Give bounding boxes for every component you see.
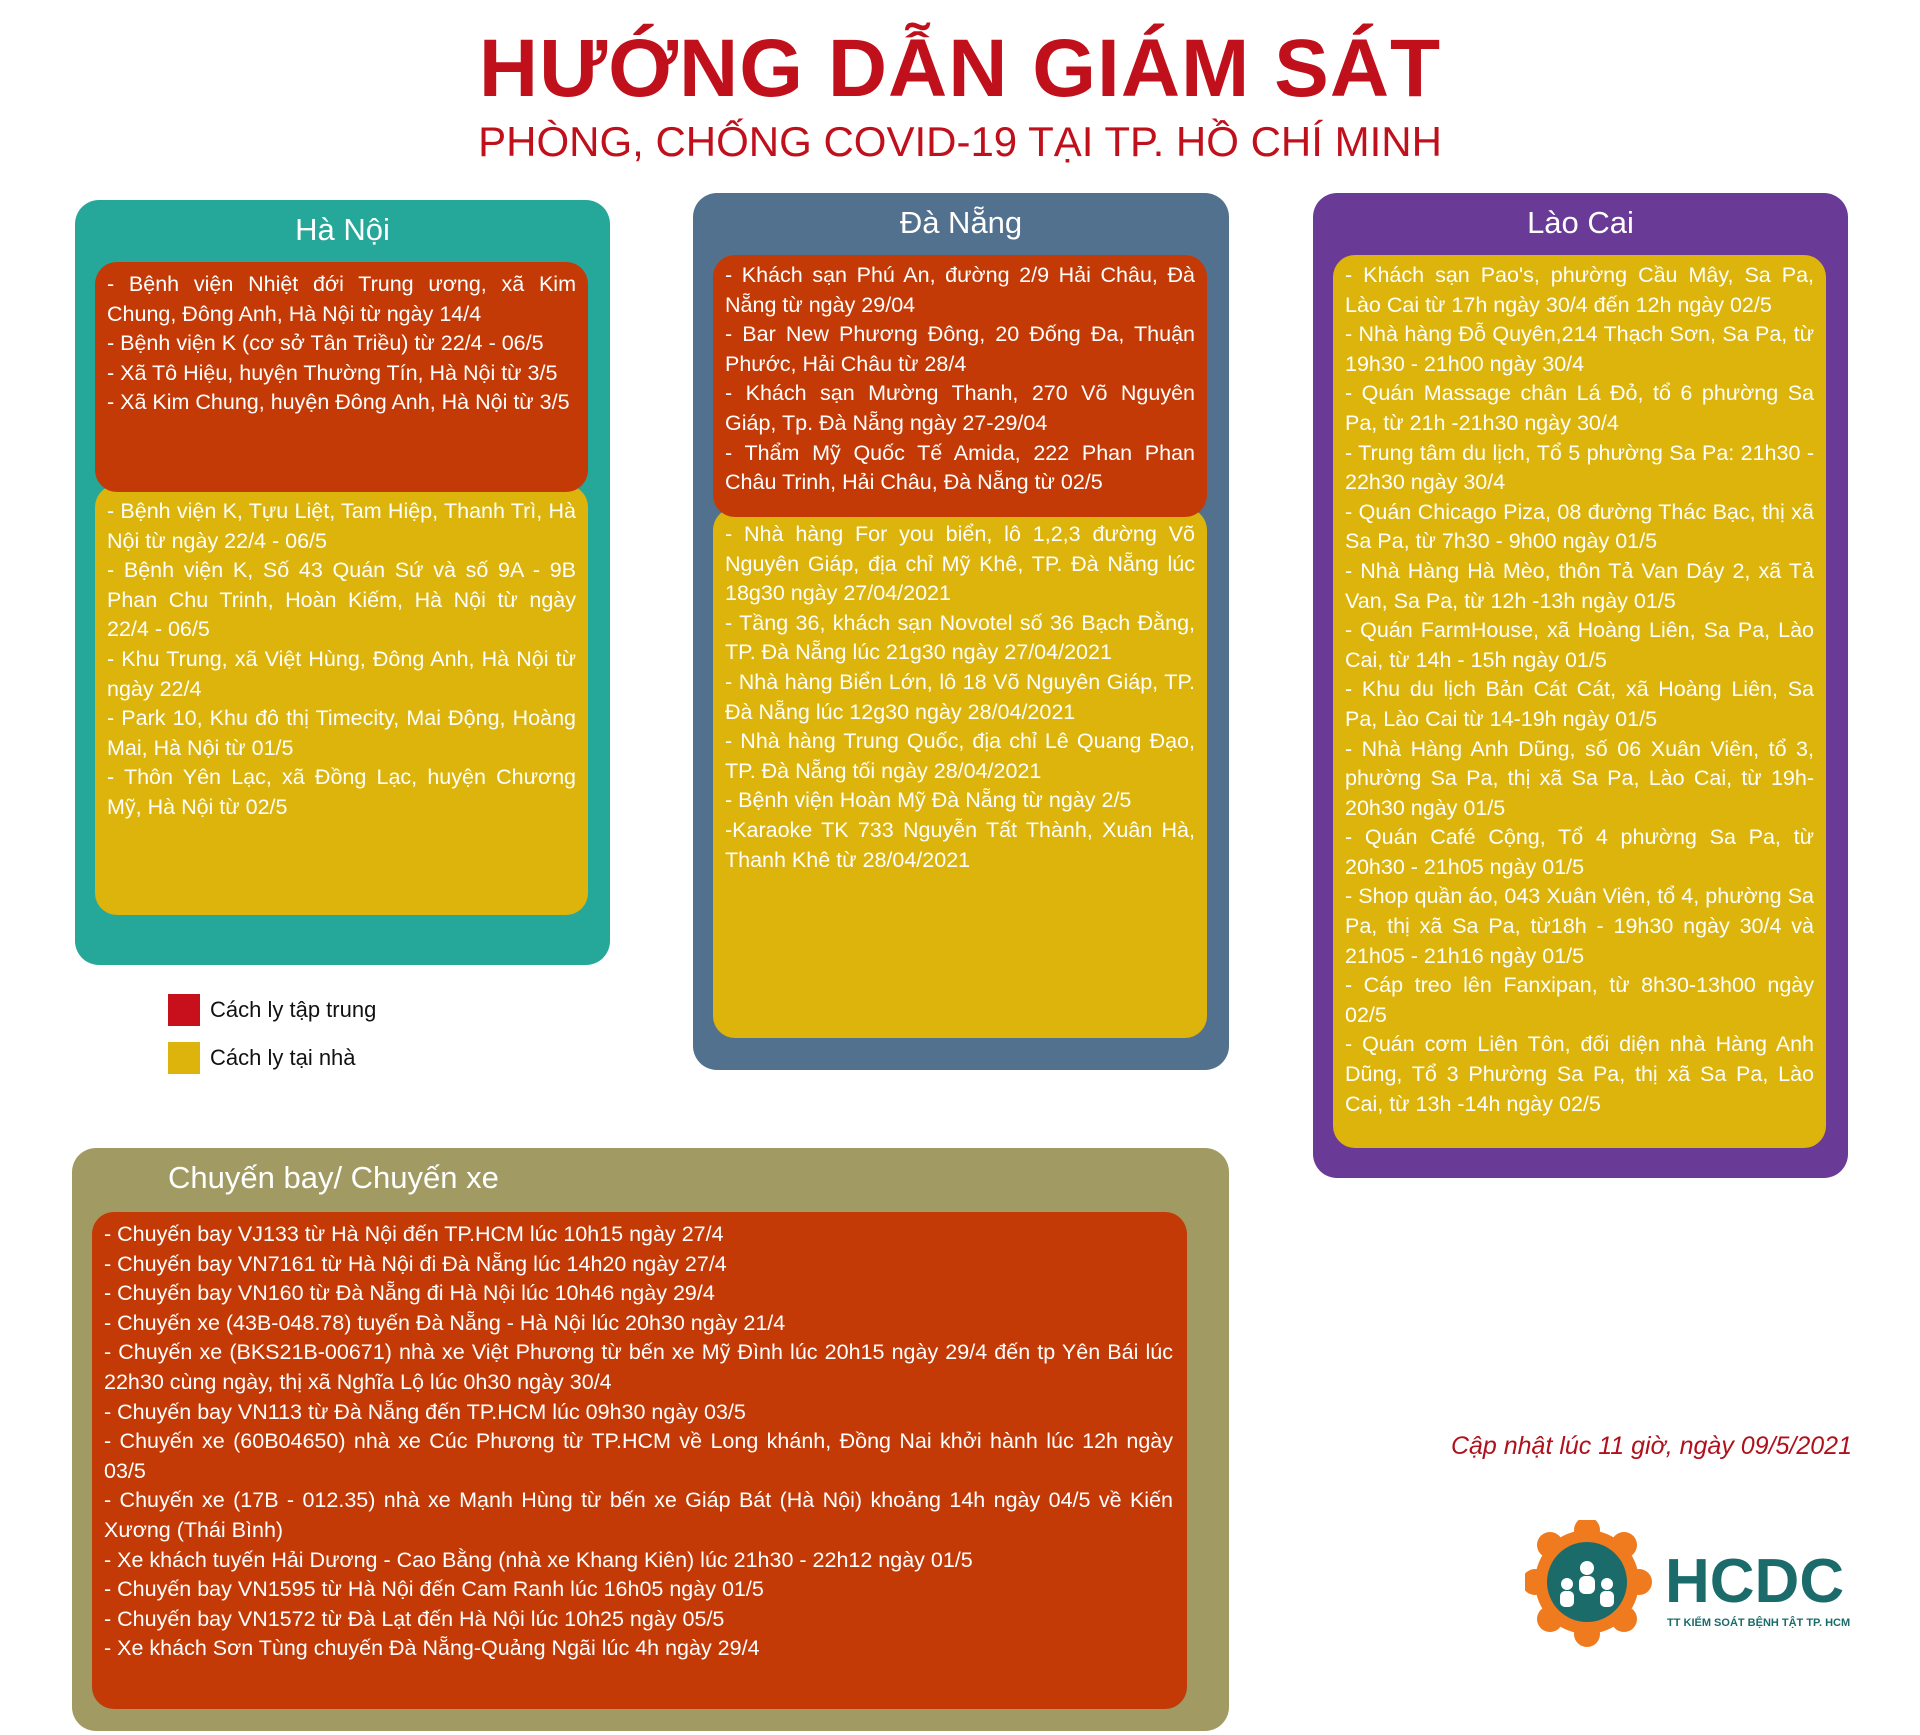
list-item: - Nhà hàng Đỗ Quyên,214 Thạch Sơn, Sa Pa, từ 19h30 - 21h00 ngày 30/4 bbox=[1345, 322, 1814, 376]
list-item: - Khách sạn Mường Thanh, 270 Võ Nguyên Giáp, Tp. Đà Nẵng ngày 27-29/04 bbox=[725, 381, 1195, 435]
list-item: - Quán Massage chân Lá Đỏ, tổ 6 phường Sa Pa, từ 21h -21h30 ngày 30/4 bbox=[1345, 381, 1814, 435]
list-item: - Thôn Yên Lạc, xã Đồng Lạc, huyện Chương Mỹ, Hà Nội từ 02/5 bbox=[107, 765, 576, 819]
list-item: - Nhà hàng Trung Quốc, địa chỉ Lê Quang Đạo, TP. Đà Nẵng tối ngày 28/04/2021 bbox=[725, 729, 1195, 783]
list-item: - Bar New Phương Đông, 20 Đống Đa, Thuận Phước, Hải Châu từ 28/4 bbox=[725, 322, 1195, 376]
hanoi-title: Hà Nội bbox=[295, 212, 390, 247]
list-item: - Khu du lịch Bản Cát Cát, xã Hoàng Liên, Sa Pa, Lào Cai từ 14-19h ngày 01/5 bbox=[1345, 677, 1814, 731]
hanoi-home-list bbox=[107, 497, 576, 823]
list-item: - Quán Café Cộng, Tổ 4 phường Sa Pa, từ 20h30 - 21h05 ngày 01/5 bbox=[1345, 825, 1814, 879]
laocai-title: Lào Cai bbox=[1527, 205, 1634, 240]
laocai-panel bbox=[1313, 193, 1848, 1178]
list-item: - Bệnh viện K (cơ sở Tân Triều) từ 22/4 - 06/5 bbox=[107, 331, 544, 356]
list-item: - Nhà hàng For you biển, lô 1,2,3 đường Võ Nguyên Giáp, địa chỉ Mỹ Khê, TP. Đà Nẵng lúc 18g30 ngày 27/04/2021 bbox=[725, 522, 1195, 606]
danang-home-list bbox=[725, 520, 1195, 875]
transport-panel bbox=[72, 1148, 1229, 1731]
list-item: - Nhà Hàng Anh Dũng, số 06 Xuân Viên, tổ 3, phường Sa Pa, thị xã Sa Pa, Lào Cai, từ 19h-20h30 ngày 01/5 bbox=[1345, 736, 1814, 820]
list-item: -Karaoke TK 733 Nguyễn Tất Thành, Xuân Hà, Thanh Khê từ 28/04/2021 bbox=[725, 817, 1195, 872]
list-item: - Chuyến bay VJ133 từ Hà Nội đến TP.HCM lúc 10h15 ngày 27/4 bbox=[104, 1222, 724, 1246]
laocai-home-box bbox=[1333, 255, 1826, 1148]
laocai-home-list bbox=[1345, 261, 1814, 1119]
list-item: - Thẩm Mỹ Quốc Tế Amida, 222 Phan Phan Châu Trinh, Hải Châu, Đà Nẵng từ 02/5 bbox=[725, 440, 1195, 495]
list-item: - Khách sạn Phú An, đường 2/9 Hải Châu, Đà Nẵng từ ngày 29/04 bbox=[725, 263, 1195, 317]
list-item: - Tầng 36, khách sạn Novotel số 36 Bạch Đằng, TP. Đà Nẵng lúc 21g30 ngày 27/04/2021 bbox=[725, 610, 1195, 665]
list-item: - Bệnh viện K, Số 43 Quán Sứ và số 9A - 9B Phan Chu Trinh, Hoàn Kiếm, Hà Nội từ ngày 22/4 - 06/5 bbox=[107, 558, 576, 642]
legend-home bbox=[168, 1042, 356, 1074]
list-item: - Quán Chicago Piza, 08 đường Thác Bạc, thị xã Sa Pa, từ 7h30 - 9h00 ngày 01/5 bbox=[1345, 499, 1814, 554]
list-item: - Chuyến xe (43B-048.78) tuyến Đà Nẵng - Hà Nội lúc 20h30 ngày 21/4 bbox=[104, 1310, 786, 1335]
hanoi-panel bbox=[75, 200, 610, 965]
transport-title: Chuyến bay/ Chuyến xe bbox=[168, 1160, 499, 1195]
list-item: - Cáp treo lên Fanxipan, từ 8h30-13h00 ngày 02/5 bbox=[1345, 973, 1814, 1027]
hanoi-home-box bbox=[95, 485, 588, 915]
list-item: - Quán FarmHouse, xã Hoàng Liên, Sa Pa, Lào Cai, từ 14h - 15h ngày 01/5 bbox=[1345, 618, 1814, 672]
legend-central-swatch bbox=[168, 994, 200, 1026]
logo-name: HCDC bbox=[1665, 1547, 1845, 1616]
list-item: - Bệnh viện K, Tựu Liệt, Tam Hiệp, Thanh Trì, Hà Nội từ ngày 22/4 - 06/5 bbox=[107, 499, 576, 553]
list-item: - Khách sạn Pao's, phường Cầu Mây, Sa Pa, Lào Cai từ 17h ngày 30/4 đến 12h ngày 02/5 bbox=[1345, 263, 1814, 317]
list-item: - Chuyến xe (60B04650) nhà xe Cúc Phương từ TP.HCM về Long khánh, Đồng Nai khởi hành lúc 12h ngày 03/5 bbox=[104, 1429, 1173, 1483]
hcdc-emblem-icon bbox=[1525, 1520, 1865, 1650]
legend-central bbox=[168, 994, 376, 1026]
list-item: - Trung tâm du lịch, Tổ 5 phường Sa Pa: 21h30 - 22h30 ngày 30/4 bbox=[1345, 440, 1814, 495]
list-item: - Chuyến bay VN7161 từ Hà Nội đi Đà Nẵng lúc 14h20 ngày 27/4 bbox=[104, 1251, 727, 1276]
transport-list bbox=[104, 1220, 1173, 1664]
danang-title: Đà Nẵng bbox=[899, 205, 1023, 240]
page-subtitle: PHÒNG, CHỐNG COVID-19 TẠI TP. HỒ CHÍ MINH bbox=[478, 118, 1442, 165]
list-item: - Bệnh viện Hoàn Mỹ Đà Nẵng từ ngày 2/5 bbox=[725, 788, 1132, 813]
list-item: - Xe khách tuyến Hải Dương - Cao Bằng (nhà xe Khang Kiên) lúc 21h30 - 22h12 ngày 01/5 bbox=[104, 1547, 973, 1572]
list-item: - Xã Kim Chung, huyện Đông Anh, Hà Nội từ 3/5 bbox=[107, 390, 570, 415]
list-item: - Quán cơm Liên Tôn, đối diện nhà Hàng Anh Dũng, Tổ 3 Phường Sa Pa, thị xã Sa Pa, Lào Cai, từ 13h -14h ngày 02/5 bbox=[1345, 1032, 1814, 1116]
list-item: - Nhà hàng Biển Lớn, lô 18 Võ Nguyên Giáp, TP. Đà Nẵng lúc 12g30 ngày 28/04/2021 bbox=[725, 669, 1195, 724]
legend-central-label: Cách ly tập trung bbox=[210, 997, 377, 1022]
danang-panel bbox=[693, 193, 1229, 1070]
danang-home-box bbox=[713, 508, 1207, 1038]
legend-home-swatch bbox=[168, 1042, 200, 1074]
list-item: - Chuyến bay VN160 từ Đà Nẵng đi Hà Nội lúc 10h46 ngày 29/4 bbox=[104, 1281, 715, 1306]
hcdc-logo bbox=[1525, 1520, 1865, 1650]
update-note: Cập nhật lúc 11 giờ, ngày 09/5/2021 bbox=[1450, 1432, 1852, 1460]
page-title: HƯỚNG DẪN GIÁM SÁT bbox=[478, 23, 1442, 114]
legend-home-label: Cách ly tại nhà bbox=[210, 1045, 356, 1070]
list-item: - Chuyến xe (17B - 012.35) nhà xe Mạnh Hùng từ bến xe Giáp Bát (Hà Nội) khoảng 14h ngày 04/5 về Kiến Xương (Thái Bình) bbox=[104, 1488, 1173, 1542]
list-item: - Chuyến bay VN1572 từ Đà Lạt đến Hà Nội lúc 10h25 ngày 05/5 bbox=[104, 1606, 725, 1631]
list-item: - Xe khách Sơn Tùng chuyến Đà Nẵng-Quảng Ngãi lúc 4h ngày 29/4 bbox=[104, 1636, 760, 1661]
list-item: - Chuyến bay VN113 từ Đà Nẵng đến TP.HCM lúc 09h30 ngày 03/5 bbox=[104, 1399, 746, 1424]
hanoi-central-box bbox=[95, 262, 588, 492]
danang-central-box bbox=[713, 255, 1207, 517]
list-item: - Khu Trung, xã Việt Hùng, Đông Anh, Hà Nội từ ngày 22/4 bbox=[107, 646, 576, 701]
list-item: - Bệnh viện Nhiệt đới Trung ương, xã Kim Chung, Đông Anh, Hà Nội từ ngày 14/4 bbox=[107, 272, 576, 326]
logo-tagline: TT KIỂM SOÁT BỆNH TẬT TP. HCM bbox=[1667, 1617, 1851, 1629]
list-item: - Park 10, Khu đô thị Timecity, Mai Động, Hoàng Mai, Hà Nội từ 01/5 bbox=[107, 706, 576, 760]
list-item: - Nhà Hàng Hà Mèo, thôn Tả Van Dáy 2, xã Tả Van, Sa Pa, từ 12h -13h ngày 01/5 bbox=[1345, 558, 1814, 613]
list-item: - Chuyến xe (BKS21B-00671) nhà xe Việt Phương từ bến xe Mỹ Đình lúc 20h15 ngày 29/4 đến tp Yên Bái lúc 22h30 cùng ngày, thị xã Nghĩa Lộ lúc 0h30 ngày 30/4 bbox=[104, 1340, 1173, 1394]
list-item: - Xã Tô Hiệu, huyện Thường Tín, Hà Nội từ 3/5 bbox=[107, 360, 558, 385]
danang-central-list bbox=[725, 261, 1195, 498]
list-item: - Chuyến bay VN1595 từ Hà Nội đến Cam Ranh lúc 16h05 ngày 01/5 bbox=[104, 1577, 764, 1602]
list-item: - Shop quần áo, 043 Xuân Viên, tổ 4, phường Sa Pa, thị xã Sa Pa, từ18h - 19h30 ngày 30/4 và 21h05 - 21h16 ngày 01/5 bbox=[1345, 884, 1814, 968]
transport-box bbox=[92, 1212, 1187, 1709]
hanoi-central-list bbox=[107, 270, 576, 418]
